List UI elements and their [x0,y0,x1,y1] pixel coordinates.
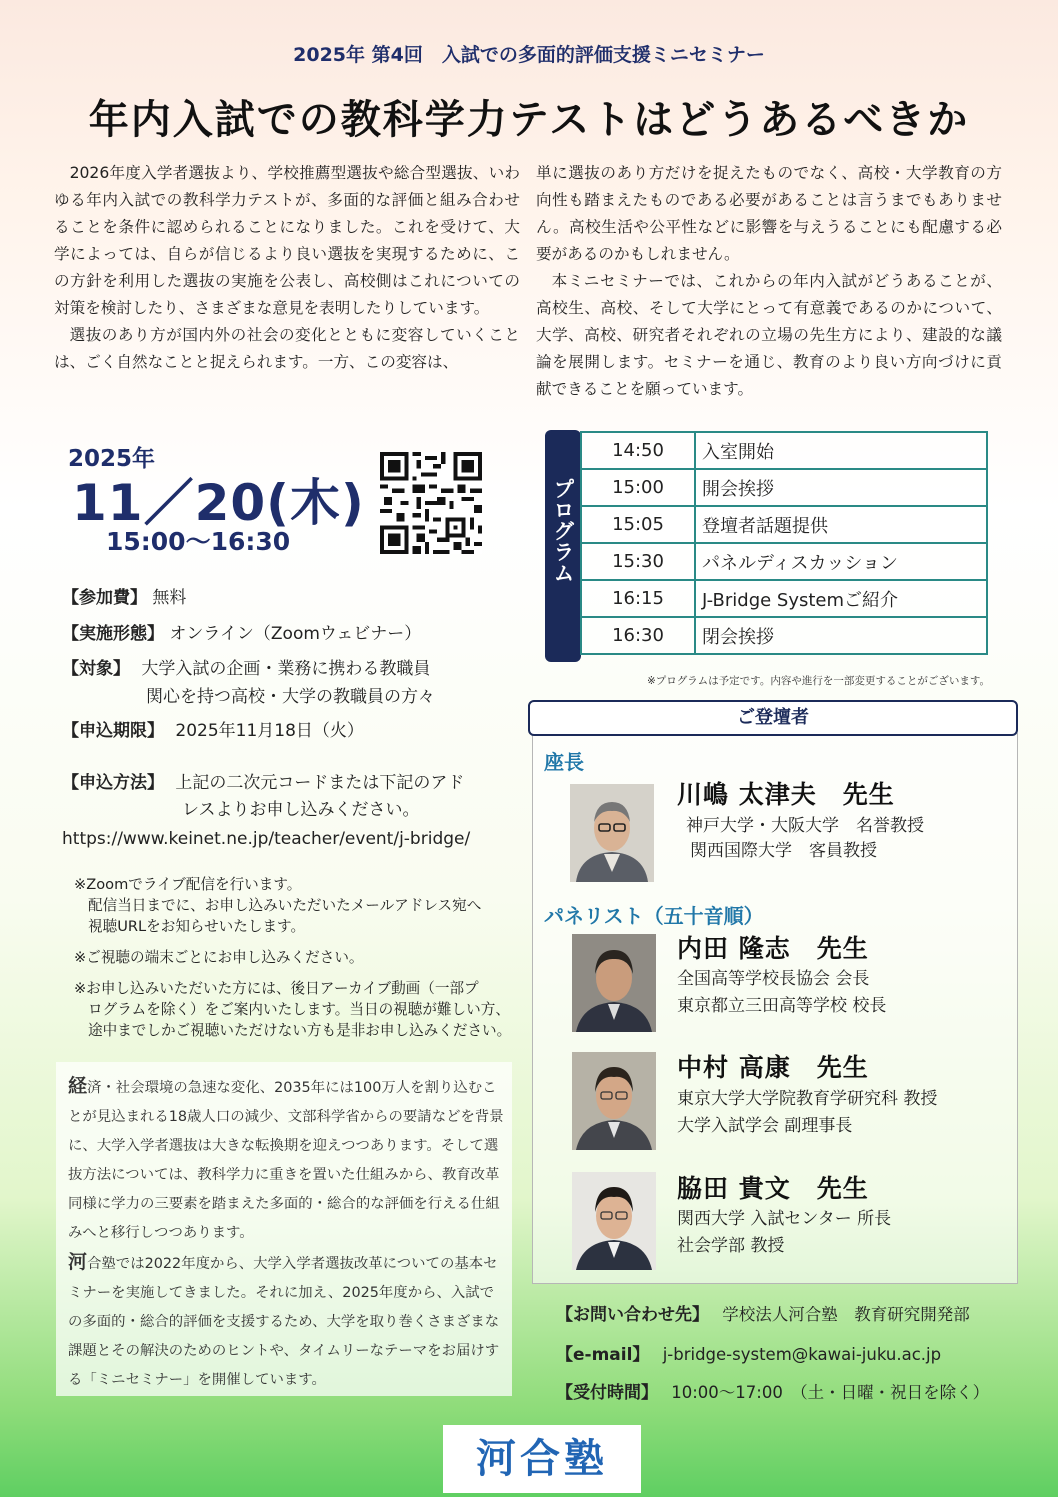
fee-value: 無料 [152,588,187,608]
method-value-1: 上記の二次元コードまたは下記のアド [175,773,465,793]
fee-label: 【参加費】 [62,588,147,608]
panelist-affiliation-2: 大学入試学会 副理事長 [677,1116,853,1136]
drop-initial: 経 [68,1075,88,1097]
contact-org-row [556,1300,970,1325]
contact-email[interactable]: j-bridge-system@kawai-juku.ac.jp [662,1345,942,1364]
note-line: ※ご視聴の端末ごとにお申し込みください。 [74,949,364,966]
panelist-affiliation-1: 関西大学 入試センター 所長 [677,1209,892,1229]
notes [74,874,514,1041]
contact-hours-label: 【受付時間】 [556,1383,658,1403]
note-line: 途中までしかご視聴いただけない方も是非お申し込みください。 [88,1022,512,1039]
panelist-photo-nakamura [572,1052,656,1150]
chair-name: 川嶋 太津夫 先生 [677,780,895,809]
program-time: 16:30 [581,617,695,654]
panelist-photo-wakita [572,1172,656,1270]
method-value-2: レスよりお申し込みください。 [182,800,420,820]
format-value: オンライン（Zoomウェビナー） [169,624,422,644]
series-title: 2025年 第4回 入試での多面的評価支援ミニセミナー [293,44,765,66]
program-row [581,617,987,654]
deadline-value: 2025年11月18日（火） [175,721,364,741]
drop-initial: 河 [68,1251,88,1273]
panelist-affiliation-1: 全国高等学校長協会 会長 [677,969,870,989]
registration-url[interactable]: https://www.keinet.ne.jp/teacher/event/j-bridge/ [62,829,471,849]
intro-left-column [54,160,520,376]
program-note: ※プログラムは予定です。内容や進行を一部変更することがございます。 [646,675,990,687]
event-date: 11／20(木) [72,474,365,532]
contact-hours-row [556,1378,989,1403]
program-item: 開会挨拶 [695,469,987,506]
qr-code[interactable] [380,452,482,554]
chair-affiliation-2: 関西国際大学 客員教授 [690,841,877,861]
contact-email-label: 【e-mail】 [556,1345,650,1365]
event-time: 15:00〜16:30 [106,527,291,556]
intro-right-column [536,160,1002,403]
event-year: 2025年 [68,446,156,472]
chair-label: 座長 [544,750,584,774]
target-value-1: 大学入試の企画・業務に携わる教職員 [141,659,431,679]
background-paragraph: 河合塾では2022年度から、大学入学者選抜改革についての基本セミナーを実施してきました。それに加え、2025年度から、入試での多面的・総合的評価を支援するため、大学を取り巻くさまざまな課題とその解決のためのヒントや、タイムリーなテーマをお届けする「ミニセミナー」を開催しています。 [68,1251,500,1388]
note-line: ※Zoomでライブ配信を行います。 [74,876,302,893]
program-time: 14:50 [581,432,695,469]
intro-paragraph: 本ミニセミナーでは、これからの年内入試がどうあることが、高校生、高校、そして大学にとって有意義であるのかについて、大学、高校、研究者それぞれの立場の先生方により、建設的な議論を展開します。セミナーを通じ、教育のより良い方向づけに貢献できることを願っています。 [536,272,1002,398]
intro-paragraph: 2026年度入学者選抜より、学校推薦型選抜や総合型選抜、いわゆる年内入試での教科学力テストが、多面的な評価と組み合わせることを条件に認められることになりました。これを受けて、大学によっては、自らが信じるより良い選抜を実現するために、この方針を利用した選抜の実施を公表し、高校側はこれについての対策を検討したり、さまざまな意見を表明したりしています。 [54,164,520,317]
panelist-name: 中村 高康 先生 [677,1053,869,1082]
deadline-label: 【申込期限】 [62,721,164,741]
program-item: 入室開始 [695,432,987,469]
panelist-affiliation-2: 社会学部 教授 [677,1236,785,1256]
program-time: 15:30 [581,543,695,580]
background-paragraph: 経済・社会環境の急速な変化、2035年には100万人を割り込むことが見込まれる18歳人口の減少、文部科学省からの要請などを背景に、大学入学者選抜は大きな転換期を迎えつつあります。そして選抜方法については、教科学力に重きを置いた仕組みから、教育改革同様に学力の三要素を踏まえた多面的・総合的な評価を行える仕組みへと移行しつつあります。 [68,1075,504,1241]
program-item: 登壇者話題提供 [695,506,987,543]
program-row [581,543,987,580]
program-row [581,506,987,543]
format-label: 【実施形態】 [62,624,164,644]
program-time: 15:00 [581,469,695,506]
note-line: 配信当日までに、お申し込みいただいたメールアドレス宛へ [88,897,482,914]
target-label: 【対象】 [62,659,130,679]
program-row [581,432,987,469]
contact-hours: 10:00〜17:00 （土・日曜・祝日を除く） [671,1383,990,1402]
main-title: 年内入試での教科学力テストはどうあるべきか [88,97,970,143]
target-value-2: 関心を持つ高校・大学の教職員の方々 [146,687,435,707]
panelist-affiliation-1: 東京大学大学院教育学研究科 教授 [677,1089,938,1109]
target-row [62,654,430,679]
contact-org-label: 【お問い合わせ先】 [556,1305,709,1325]
deadline-row [62,716,364,741]
intro-paragraph: 単に選抜のあり方だけを捉えたものでなく、高校・大学教育の方向性も踏まえたものである必要があることは言うまでもありません。高校生活や公平性などに影響を与えうることにも配慮する必要があるのかもしれません。 [536,164,1002,263]
fee-row [62,583,186,608]
contact-email-row [556,1340,941,1365]
note-line: 視聴URLをお知らせいたします。 [88,918,306,935]
program-row [581,580,987,617]
method-row [62,768,464,793]
contact-org: 学校法人河合塾 教育研究開発部 [722,1305,970,1324]
intro-paragraph: 選抜のあり方が国内外の社会の変化とともに変容していくことは、ごく自然なことと捉えられます。一方、この変容は、 [54,326,520,371]
program-row [581,469,987,506]
format-row [62,619,421,644]
program-label: プログラム [551,478,575,583]
chair-photo [570,784,654,882]
panelist-name: 脇田 貴文 先生 [677,1174,869,1203]
speakers-header: ご登壇者 [528,700,1018,736]
panelist-affiliation-2: 東京都立三田高等学校 校長 [677,996,887,1016]
program-time: 16:15 [581,580,695,617]
program-item: パネルディスカッション [695,543,987,580]
chair-affiliation-1: 神戸大学・大阪大学 名誉教授 [686,816,924,836]
background-text [68,1072,504,1395]
panelist-name: 内田 隆志 先生 [677,934,869,963]
program-item: 閉会挨拶 [695,617,987,654]
program-time: 15:05 [581,506,695,543]
note-line: ログラムを除く）をご案内いたします。当日の視聴が難しい方、 [88,1001,510,1018]
kawaijuku-logo: 河合塾 [443,1425,641,1493]
panel-label: パネリスト（五十音順） [544,904,764,928]
method-label: 【申込方法】 [62,773,164,793]
panelist-photo-uchida [572,934,656,1032]
note-line: ※お申し込みいただいた方には、後日アーカイブ動画（一部プ [74,980,479,997]
program-item: J-Bridge Systemご紹介 [695,580,987,617]
program-table [580,431,988,655]
